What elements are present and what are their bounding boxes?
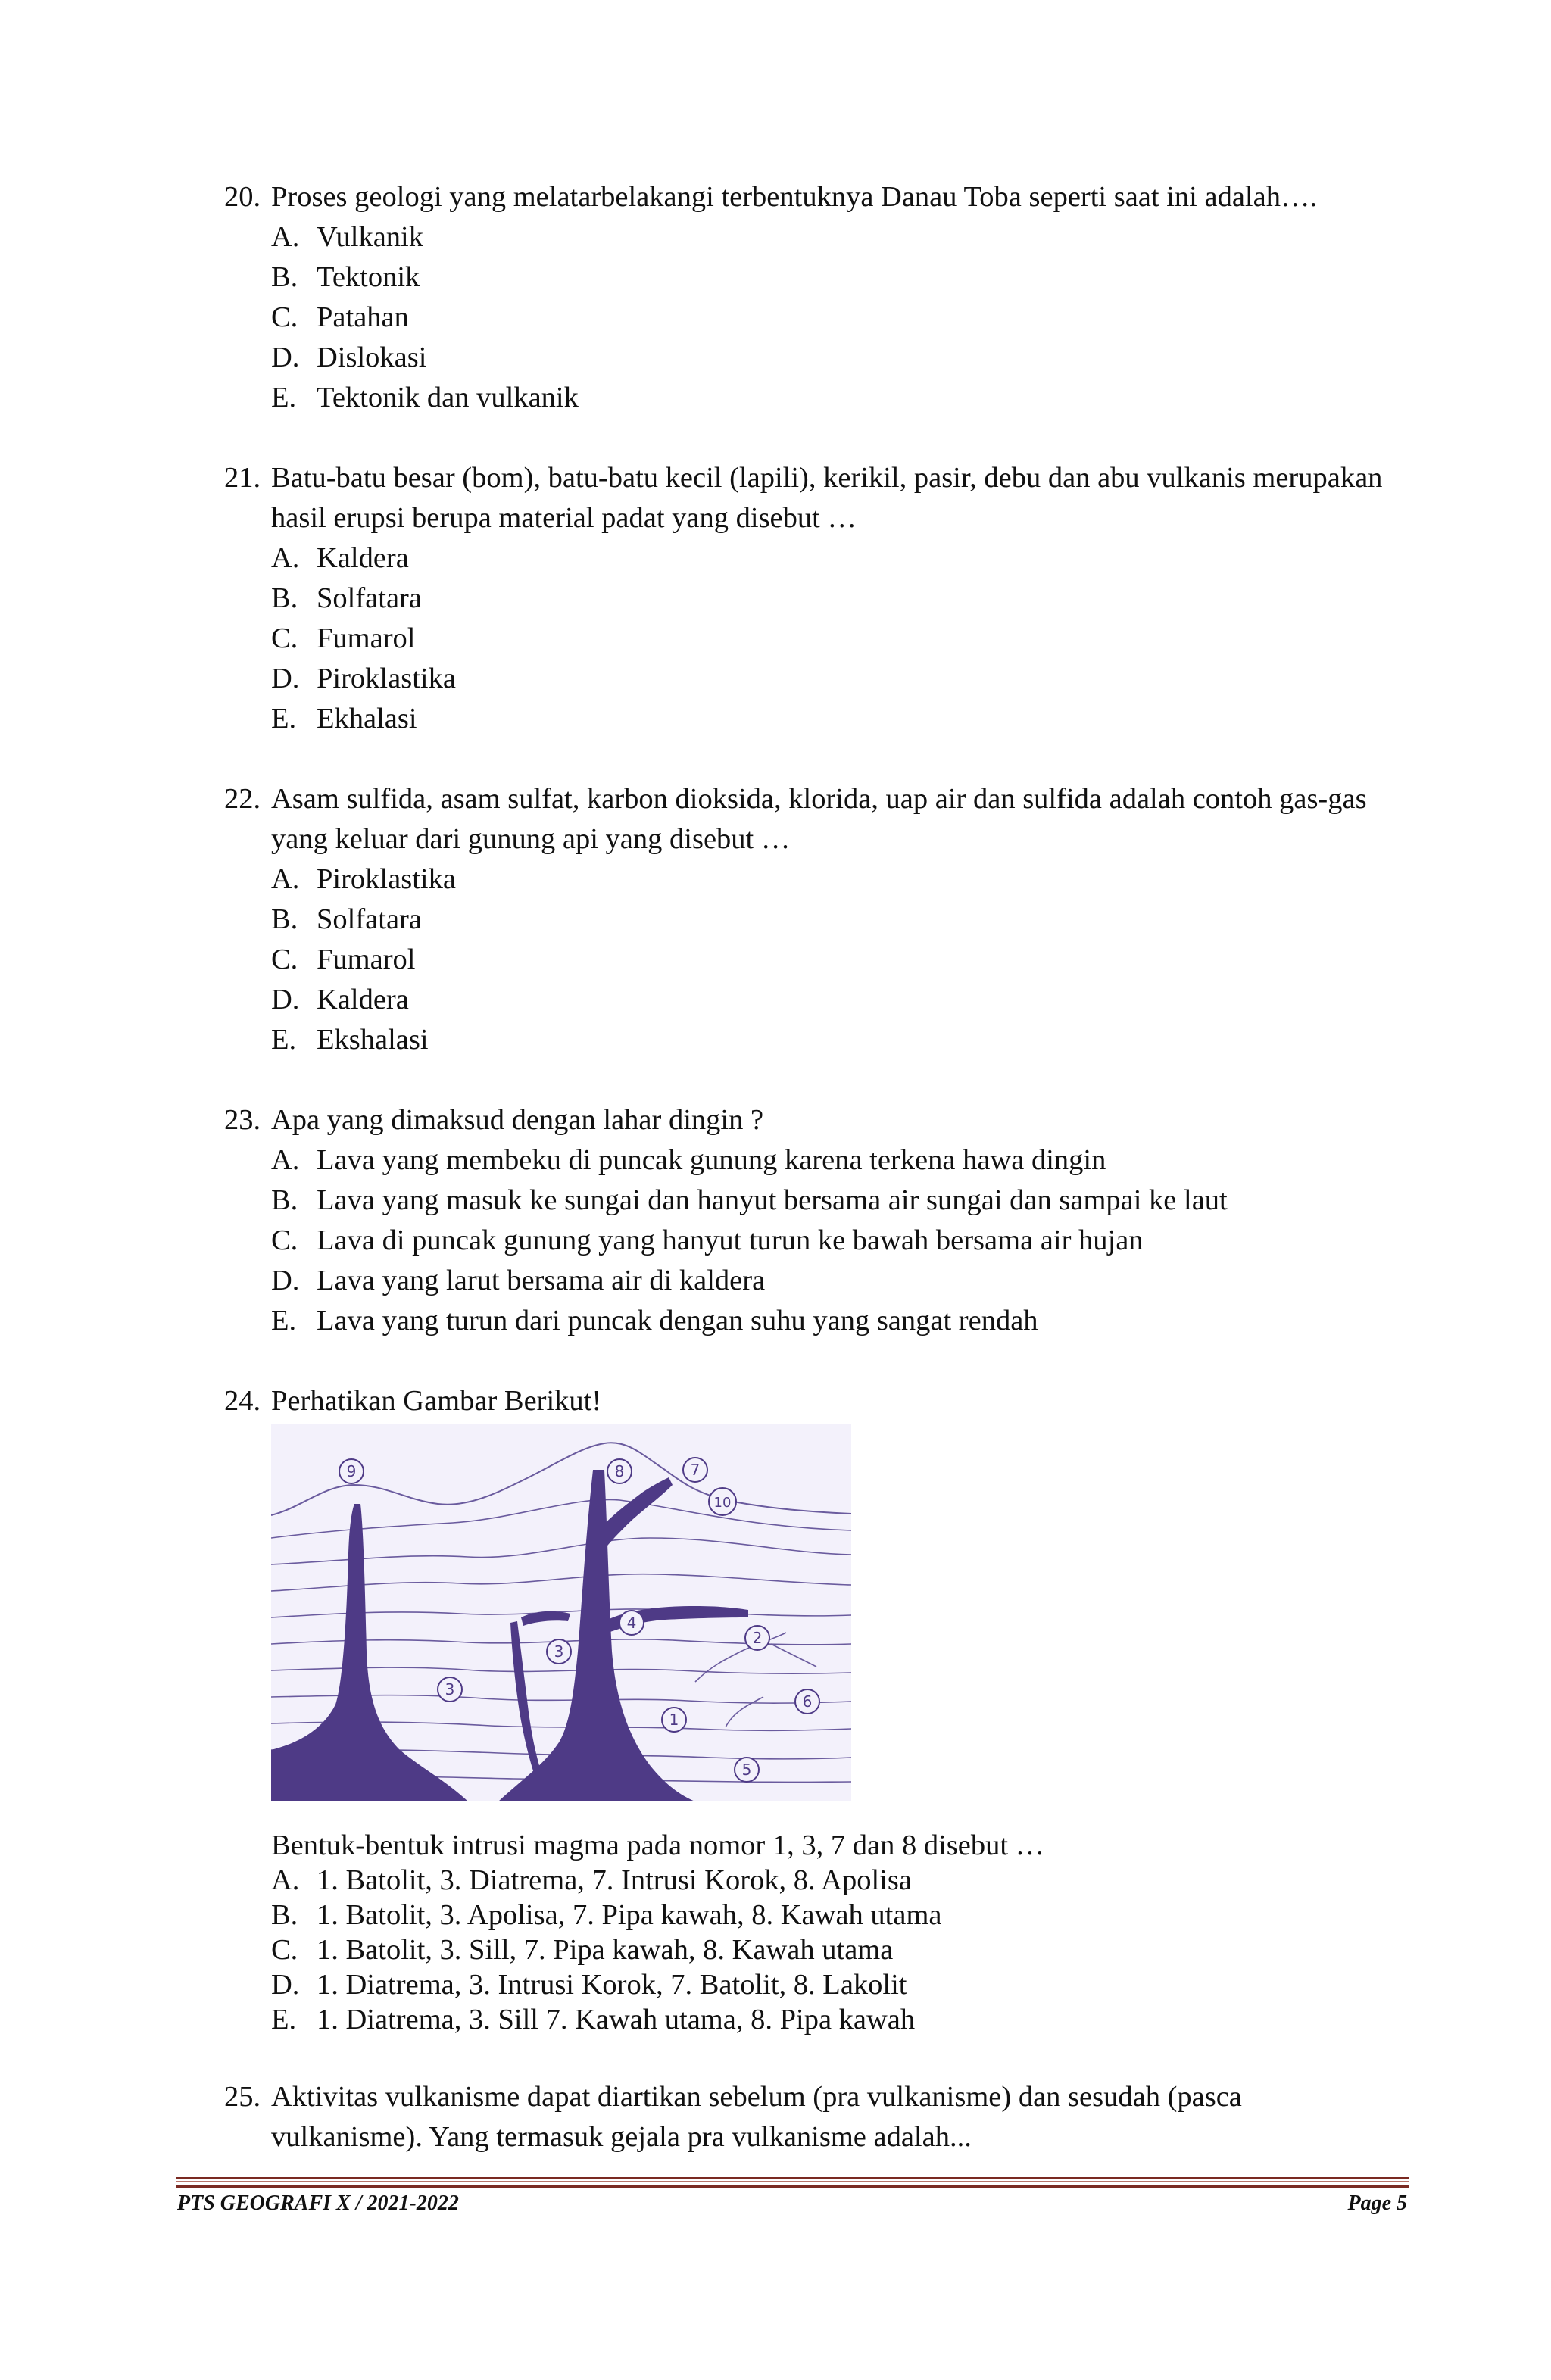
option-c: C. Patahan [271,301,409,333]
question-21 [224,458,1390,739]
label-2: 2 [752,1629,763,1647]
question-text: Apa yang dimaksud dengan lahar dingin ? [271,1104,764,1136]
question-text: Asam sulfida, asam sulfat, karbon dioksida, klorida, uap air dan sulfida adalah contoh gas-gas yang keluar dari gunung api yang disebut … [271,783,1367,855]
option-a: A. Piroklastika [271,863,456,895]
option-b: B. Solfatara [271,582,422,614]
question-number: 21. [224,462,261,494]
option-d: D. Kaldera [271,984,409,1015]
question-number: 25. [224,2081,261,2113]
option-e: E. Ekshalasi [271,1024,429,1056]
label-4: 4 [626,1614,637,1632]
option-d: D. 1. Diatrema, 3. Intrusi Korok, 7. Batolit, 8. Lakolit [271,1969,907,2001]
question-number: 20. [224,181,261,213]
question-text: Batu-batu besar (bom), batu-batu kecil (lapili), kerikil, pasir, debu dan abu vulkanis merupakan hasil erupsi berupa material padat yang disebut … [271,462,1383,534]
option-d: D. Piroklastika [271,663,456,694]
label-6: 6 [802,1692,813,1711]
label-7: 7 [690,1461,701,1479]
question-22 [224,779,1390,1060]
question-number: 24. [224,1385,261,1417]
label-9: 9 [346,1462,357,1480]
question-25 [224,2077,1390,2157]
option-b: B. Solfatara [271,903,422,935]
option-c: C. 1. Batolit, 3. Sill, 7. Pipa kawah, 8. Kawah utama [271,1934,894,1966]
option-d: D. Dislokasi [271,342,427,373]
option-c: C. Lava di puncak gunung yang hanyut turun ke bawah bersama air hujan [271,1224,1144,1256]
question-number: 22. [224,783,261,815]
question-20 [224,177,1390,418]
option-e: E. Lava yang turun dari puncak dengan suhu yang sangat rendah [271,1305,1038,1337]
question-text: Perhatikan Gambar Berikut! [271,1385,602,1417]
figure-caption-question: Bentuk-bentuk intrusi magma pada nomor 1, 3, 7 dan 8 disebut … [271,1829,1045,1861]
question-24 [224,1381,1390,2037]
footer-exam-label: PTS GEOGRAFI X / 2021-2022 [177,2191,459,2215]
option-e: E. Ekhalasi [271,703,417,735]
option-c: C. Fumarol [271,622,416,654]
label-3-center: 3 [554,1642,564,1661]
option-a: A. 1. Batolit, 3. Diatrema, 7. Intrusi Korok, 8. Apolisa [271,1864,912,1896]
label-10: 10 [713,1495,732,1511]
option-e: E. Tektonik dan vulkanik [271,382,579,413]
footer-divider [176,2177,1409,2188]
option-e: E. 1. Diatrema, 3. Sill 7. Kawah utama, 8. Pipa kawah [271,2004,916,2035]
option-a: A. Lava yang membeku di puncak gunung karena terkena hawa dingin [271,1144,1106,1176]
volcano-intrusion-diagram [271,1424,851,1801]
question-number: 23. [224,1104,261,1136]
option-b: B. 1. Batolit, 3. Apolisa, 7. Pipa kawah, 8. Kawah utama [271,1899,942,1931]
label-3-left: 3 [445,1680,455,1698]
label-8: 8 [614,1462,625,1480]
question-23 [224,1100,1390,1341]
option-a: A. Vulkanik [271,221,423,253]
question-text: Proses geologi yang melatarbelakangi terbentuknya Danau Toba seperti saat ini adalah…. [271,181,1318,213]
question-text: Aktivitas vulkanisme dapat diartikan sebelum (pra vulkanisme) dan sesudah (pasca vulkanisme). Yang termasuk gejala pra vulkanisme adalah... [271,2081,1242,2153]
label-1: 1 [669,1711,679,1729]
option-b: B. Tektonik [271,261,420,293]
option-c: C. Fumarol [271,944,416,975]
option-b: B. Lava yang masuk ke sungai dan hanyut bersama air sungai dan sampai ke laut [271,1184,1228,1216]
option-a: A. Kaldera [271,542,409,574]
option-d: D. Lava yang larut bersama air di kaldera [271,1265,766,1296]
question-list [224,177,1390,2157]
footer-page-number: Page 5 [1347,2191,1407,2215]
label-5: 5 [741,1761,752,1779]
